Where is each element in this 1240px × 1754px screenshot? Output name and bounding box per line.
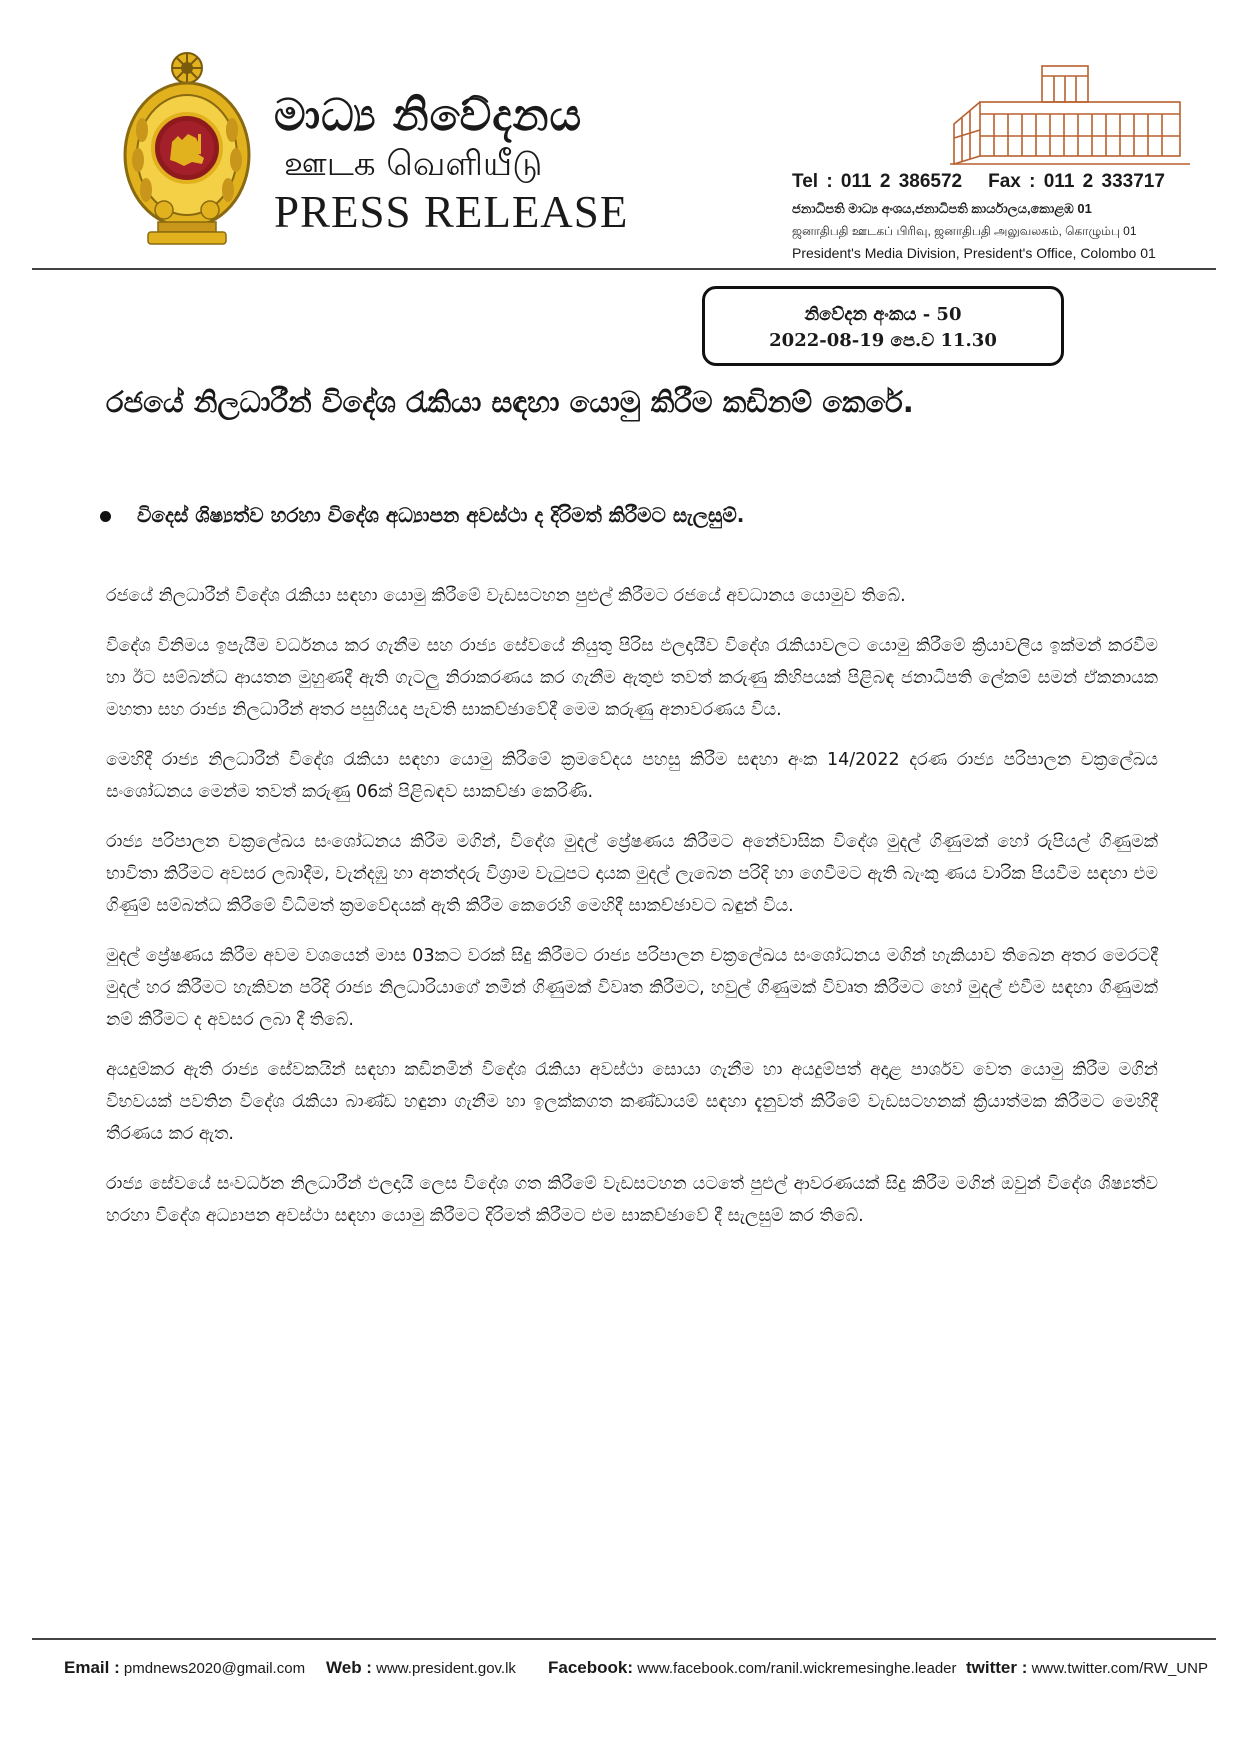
- footer-facebook: [548, 1658, 957, 1678]
- masthead-title-english: PRESS RELEASE: [274, 187, 629, 237]
- paragraph: මුදල් ප්‍රේෂණය කිරීම අවම වශයෙන් මාස 03කට වරක් සිදු කිරීමට රාජ්‍ය පරිපාලන චක්‍රලේඛය සංශෝධනය මගින් හැකියාව තිබෙන අතර මෙරටදී මුදල් හර කිරීමට හැකිවන පරිදි රාජ්‍ය නිලධාරියාගේ නමින් ගිණුමක් විවෘත කිරීමට, හවුල් ගිණුමක් විවෘත කිරීමට හෝ මුදල් එවීම සඳහා ගිණුමක් නම් කිරීමට ද අවසර ලබා දී තිබේ.: [106, 946, 1158, 1030]
- release-number: නිවේදන අංකය - 50: [804, 304, 962, 325]
- bullet-dot-icon: [100, 511, 111, 522]
- facebook-link[interactable]: www.facebook.com/ranil.wickremesinghe.leader: [637, 1660, 957, 1677]
- headline-bullet: [100, 500, 1100, 530]
- footer-twitter: [966, 1658, 1208, 1678]
- facebook-label: Facebook:: [548, 1658, 634, 1677]
- web-label: Web :: [326, 1658, 372, 1677]
- twitter-label: twitter :: [966, 1658, 1028, 1677]
- paragraph: මෙහිදී රාජ්‍ය නිලධාරීන් විදේශ රැකියා සඳහා යොමු කිරීමේ ක්‍රමවේදය පහසු කිරීම සඳහා අංක 14/2022 දරණ රාජ්‍ය පරිපාලන චක්‍රලේඛය සංශෝධනය මෙන්ම තවත් කරුණු 06ක් පිළිබඳව සාකච්ඡා කෙරිණි.: [106, 750, 1158, 802]
- headline-bullet-text: විදෙස් ශිෂ්‍යත්ව හරහා විදේශ අධ්‍යාපන අවස්ථා ද දිරිමත් කිරීමට සැලසුම්.: [137, 503, 745, 527]
- phone-fax-line: [792, 170, 1192, 194]
- contact-block: [792, 170, 1192, 264]
- release-datetime: 2022-08-19 පෙ.ව 11.30: [769, 330, 997, 351]
- paragraph: අයදුම්කර ඇති රාජ්‍ය සේවකයින් සඳහා කඩිනමින් විදේශ රැකියා අවස්ථා සොයා ගැනීම හා අයදුම්පත් අදාළ පාර්ශව වෙත යොමු කිරීම මගින් විභවයක් පවතින විදේශ රැකියා බාණ්ඩ හඳුනා ගැනීම හා ඉලක්කගත කණ්ඩායම් සඳහා දැනුවත් කිරීමේ වැඩසටහනක් ක්‍රියාත්මක කිරීමට මෙහිදී තීරණය කර ඇත.: [106, 1060, 1158, 1144]
- sri-lanka-emblem-icon: [118, 50, 256, 250]
- release-info-box: [702, 286, 1064, 366]
- twitter-link[interactable]: www.twitter.com/RW_UNP: [1031, 1660, 1208, 1677]
- masthead-title-tamil: ஊடக வெளியீடு: [284, 144, 543, 184]
- fax-number: Fax : 011 2 333717: [988, 171, 1165, 192]
- paragraph: විදේශ විනිමය ඉපැයීම වර්ධනය කර ගැනීම සහ රාජ්‍ය සේවයේ නියුතු පිරිස ඵලදායීව විදේශ රැකියාවලට යොමු කිරීමේ ක්‍රියාවලිය ඉක්මන් කරවීම හා ඊට සම්බන්ධ ආයතන මුහුණදී ඇති ගැටලු නිරාකරණය කර ගැනීම ඇතුළු තවත් කරුණු කිහිපයක් පිළිබඳ ජනාධිපති ලේකම් සමන් ඒකනායක මහතා සහ රාජ්‍ය නිලධාරීන් අතර පසුගියදා පැවති සාකච්ඡාවේදී මෙම කරුණු අනාවරණය විය.: [106, 636, 1158, 720]
- paragraph: රාජ්‍ය පරිපාලන චක්‍රලේඛය සංශෝධනය කිරීම මගින්, විදේශ මුදල් ප්‍රේෂණය කිරීමට අනේවාසික විදේශ මුදල් ගිණුමක් හෝ රුපියල් ගිණුමක් භාවිතා කිරීමට අවසර ලබාදීම, වැන්දඹු හා අනත්දරු විශ්‍රාම වැටුපට දායක මුදල් ලැබෙන පරිදි හා ගෙවීමට ඇති බැංකු ණය වාරික පියවීම සඳහා එම ගිණුම් සම්බන්ධ කිරීමේ විධිමත් ක්‍රමවේදයක් ඇති කිරීම කෙරෙහි මෙහිදී සාකච්ඡාවට බඳුන් විය.: [106, 832, 1158, 916]
- footer-email: [64, 1658, 305, 1678]
- masthead: [274, 90, 628, 238]
- paragraph: රජයේ නිලධාරීන් විදේශ රැකියා සඳහා යොමු කිරීමේ වැඩසටහන පුළුල් කිරීමට රජයේ අවධානය යොමුව තිබේ.: [106, 586, 906, 606]
- header-divider: [32, 268, 1216, 270]
- footer-divider: [32, 1638, 1216, 1640]
- footer-web: [326, 1658, 516, 1678]
- headline-title: රජයේ නිලධාරීන් විදේශ රැකියා සඳහා යොමු කිරීම කඩිනම් කෙරේ.: [106, 385, 914, 419]
- email-label: Email :: [64, 1658, 120, 1677]
- address-sinhala: ජනාධිපති මාධ්‍ය අංශය,ජනාධිපති කාර්යාලය,කොළඹ 01: [792, 201, 1092, 216]
- telephone-number: Tel : 011 2 386572: [792, 171, 963, 192]
- masthead-title-sinhala: මාධ්‍ය නිවේදනය: [274, 90, 583, 141]
- address-tamil: ஜனாதிபதி ஊடகப் பிரிவு, ஜனாதிபதி அலுவலகம், கொழும்பு 01: [792, 224, 1137, 238]
- paragraph: රාජ්‍ය සේවයේ සංවර්ධන නිලධාරීන් ඵලදායි ලෙස විදේශ ගත කිරීමේ වැඩසටහන යටතේ පුළුල් ආවරණයක් සිදු කිරීම මගින් ඔවුන් විදේශ ශිෂ්‍යත්ව හරහා විදේශ අධ්‍යාපන අවස්ථා සඳහා යොමු කිරීමට දිරිමත් කිරීමට එම සාකච්ඡාවේ දී සැලසුම් කර තිබේ.: [106, 1174, 1158, 1226]
- article-body: [106, 580, 1158, 1250]
- presidential-secretariat-building-icon: [950, 58, 1190, 168]
- web-link[interactable]: www.president.gov.lk: [376, 1660, 516, 1677]
- address-english: President's Media Division, President's Office, Colombo 01: [792, 245, 1156, 261]
- email-link[interactable]: pmdnews2020@gmail.com: [123, 1660, 306, 1677]
